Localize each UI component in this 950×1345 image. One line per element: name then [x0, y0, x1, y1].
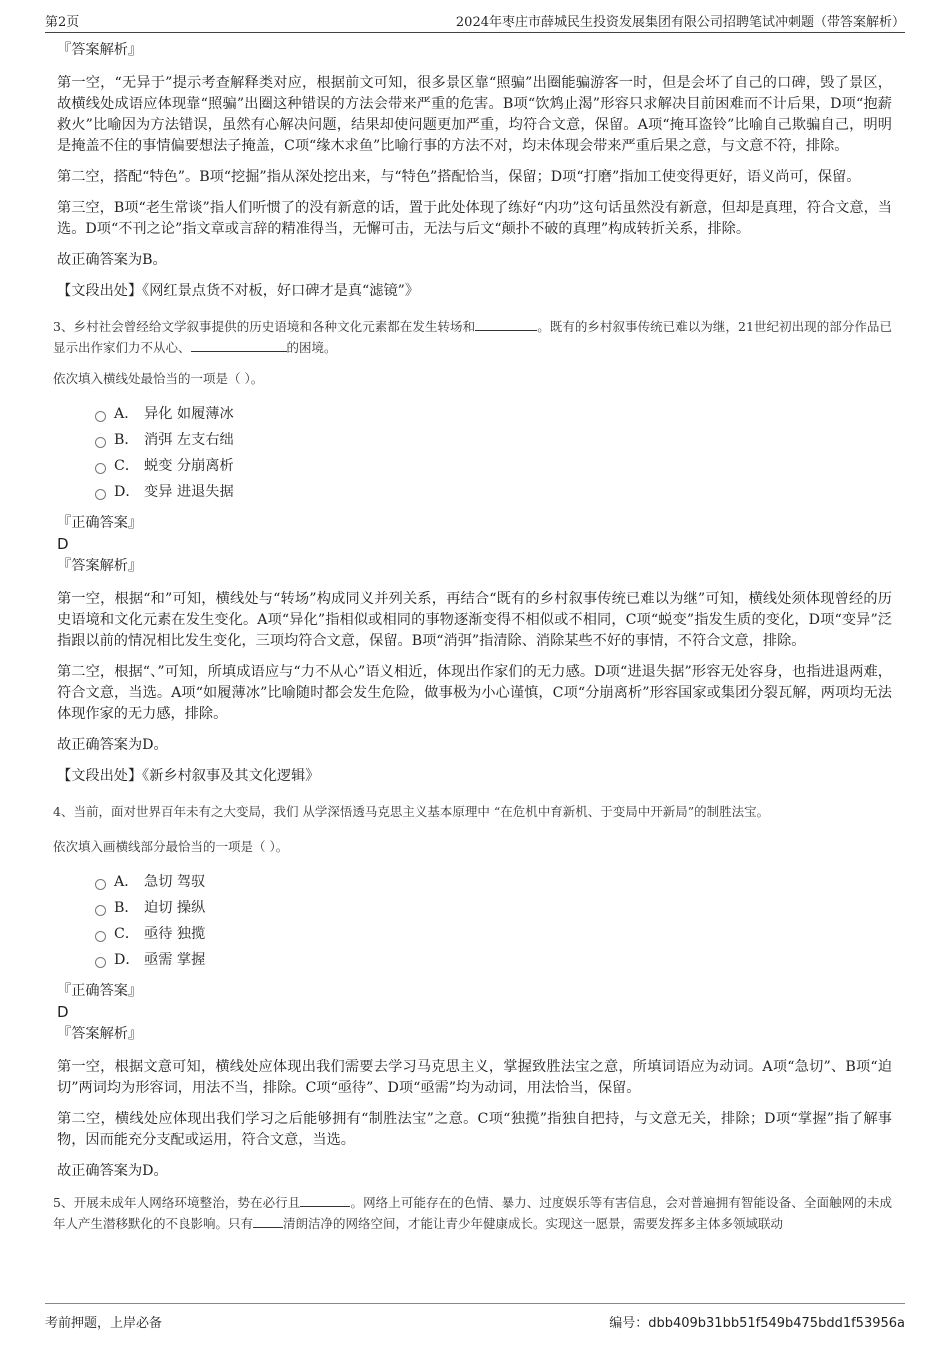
option-a[interactable]: A． 急切 驾驭 — [95, 869, 892, 895]
option-d[interactable]: D． 亟需 掌握 — [95, 947, 892, 973]
page-footer — [45, 1303, 905, 1334]
radio-icon[interactable] — [95, 905, 106, 916]
radio-icon[interactable] — [95, 957, 106, 968]
analysis-label: 『答案解析』 — [57, 42, 143, 58]
option-c[interactable]: C． 蜕变 分崩离析 — [95, 453, 892, 479]
radio-icon[interactable] — [95, 463, 106, 474]
options-list — [95, 401, 892, 505]
radio-icon[interactable] — [95, 411, 106, 422]
blank — [475, 316, 537, 331]
passage-source: 【文段出处】《网红景点货不对板，好口碑才是真“滤镜”》 — [57, 283, 420, 299]
blank — [253, 1213, 283, 1228]
document-body — [53, 40, 892, 1244]
radio-icon[interactable] — [95, 437, 106, 448]
correct-answer-label: 『正确答案』 — [57, 515, 143, 531]
document-title: 2024年枣庄市薛城民生投资发展集团有限公司招聘笔试冲刺题（带答案解析） — [455, 15, 905, 30]
page-header — [45, 8, 905, 33]
footer-slogan: 考前押题，上岸必备 — [45, 1316, 163, 1331]
blank — [300, 1192, 350, 1207]
analysis-paragraph: 第二空，根据“、”可知，所填成语应与“力不从心”语义相近，体现出作家们的无力感。D项“进退失据”形容无处容身，也指进退两难，符合文意，当选。A项“如履薄冰”比喻随时都会发生危险，做事极为小心谨慎，C项“分崩离析”形容国家或集团分裂瓦解，两项均无法体现作家的无力感，排除。 — [57, 664, 892, 722]
analysis-paragraph: 第二空，横线处应体现出我们学习之后能够拥有“制胜法宝”之意。C项“独揽”指独自把持，与文意无关，排除；D项“掌握”指了解事物，因而能充分支配或运用，符合文意，当选。 — [57, 1111, 892, 1148]
conclusion: 故正确答案为D。 — [57, 737, 168, 753]
option-d[interactable]: D． 变异 进退失据 — [95, 479, 892, 505]
analysis-paragraph: 第三空，B项“老生常谈”指人们听惯了的没有新意的话，置于此处体现了练好“内功”这句话虽然没有新意，但却是真理，符合文意，当选。D项“不刊之论”指文章或言辞的精准得当，无懈可击，无法与后文“颠扑不破的真理”构成转折关系，排除。 — [57, 200, 892, 237]
correct-answer: D — [57, 535, 69, 553]
correct-answer-label: 『正确答案』 — [57, 983, 143, 999]
radio-icon[interactable] — [95, 489, 106, 500]
question-5: 5、开展未成年人网络环境整治，势在必行且 。网络上可能存在的色情、暴力、过度娱乐等有害信息，会对普遍拥有智能设备、全面触网的未成年人产生潜移默化的不良影响。只有 清朗洁净的网络空间，才能让青少年健康成长。实现这一愿景，需要发挥多主体多领域联动 — [53, 1192, 892, 1234]
question-prompt: 依次填入横线处最恰当的一项是（ ）。 — [53, 371, 264, 386]
analysis-label: 『答案解析』 — [57, 558, 143, 574]
analysis-paragraph: 第一空，根据文意可知，横线处应体现出我们需要去学习马克思主义，掌握致胜法宝之意，所填词语应为动词。A项“急切”、B项“迫切”两词均为形容词，用法不当，排除。C项“亟待”、D项“亟需”均为动词，用法恰当，保留。 — [57, 1059, 892, 1096]
page-number: 第2页 — [45, 15, 80, 30]
radio-icon[interactable] — [95, 931, 106, 942]
analysis-paragraph: 第二空，搭配“特色”。B项“挖掘”指从深处挖出来，与“特色”搭配恰当，保留；D项“打磨”指加工使变得更好，语义尚可，保留。 — [57, 169, 861, 185]
option-c[interactable]: C． 亟待 独揽 — [95, 921, 892, 947]
conclusion: 故正确答案为B。 — [57, 252, 167, 268]
question-3: 3、乡村社会曾经给文学叙事提供的历史语境和各种文化元素都在发生转场和 。既有的乡村叙事传统已难以为继，21世纪初出现的部分作品已显示出作家们力不从心、 的困境。 — [53, 316, 892, 358]
blank — [191, 337, 287, 352]
conclusion: 故正确答案为D。 — [57, 1163, 168, 1179]
question-4: 4、当前，面对世界百年未有之大变局，我们 从学深悟透马克思主义基本原理中 “在危机中育新机、于变局中开新局”的制胜法宝。 — [53, 804, 770, 819]
option-b[interactable]: B． 迫切 操纵 — [95, 895, 892, 921]
document-code: 编号：dbb409b31bb51f549b475bdd1f53956a — [609, 1316, 905, 1331]
option-b[interactable]: B． 消弭 左支右绌 — [95, 427, 892, 453]
analysis-paragraph: 第一空，根据“和”可知，横线处与“转场”构成同义并列关系，再结合“既有的乡村叙事传统已难以为继”可知，横线处须体现曾经的历史语境和文化元素在发生变化。A项“异化”指相似或相同的事物逐渐变得不相似或不相同，C项“蜕变”指发生质的变化，D项“变异”泛指跟以前的情况相比发生变化，三项均符合文意，保留。B项“消弭”指清除、消除某些不好的事情，不符合文意，排除。 — [57, 591, 892, 649]
analysis-label: 『答案解析』 — [57, 1026, 143, 1042]
analysis-paragraph: 第一空，“无异于”提示考查解释类对应，根据前文可知，很多景区靠“照骗”出圈能骗游客一时，但是会坏了自己的口碑，毁了景区，故横线处成语应体现靠“照骗”出圈这种错误的方法会带来严重的危害。B项“饮鸩止渴”形容只求解决目前困难而不计后果，D项“抱薪救火”比喻因为方法错误，虽然有心解决问题，结果却使问题更加严重，均符合文意，保留。A项“掩耳盗铃”比喻自己欺骗自己，明明是掩盖不住的事情偏要想法子掩盖，C项“缘木求鱼”比喻行事的方法不对，均未体现会带来严重后果之意，与文意不符，排除。 — [57, 75, 892, 154]
options-list — [95, 869, 892, 973]
correct-answer: D — [57, 1003, 69, 1021]
passage-source: 【文段出处】《新乡村叙事及其文化逻辑》 — [57, 768, 320, 784]
radio-icon[interactable] — [95, 879, 106, 890]
option-a[interactable]: A． 异化 如履薄冰 — [95, 401, 892, 427]
question-prompt: 依次填入画横线部分最恰当的一项是（ ）。 — [53, 839, 289, 854]
